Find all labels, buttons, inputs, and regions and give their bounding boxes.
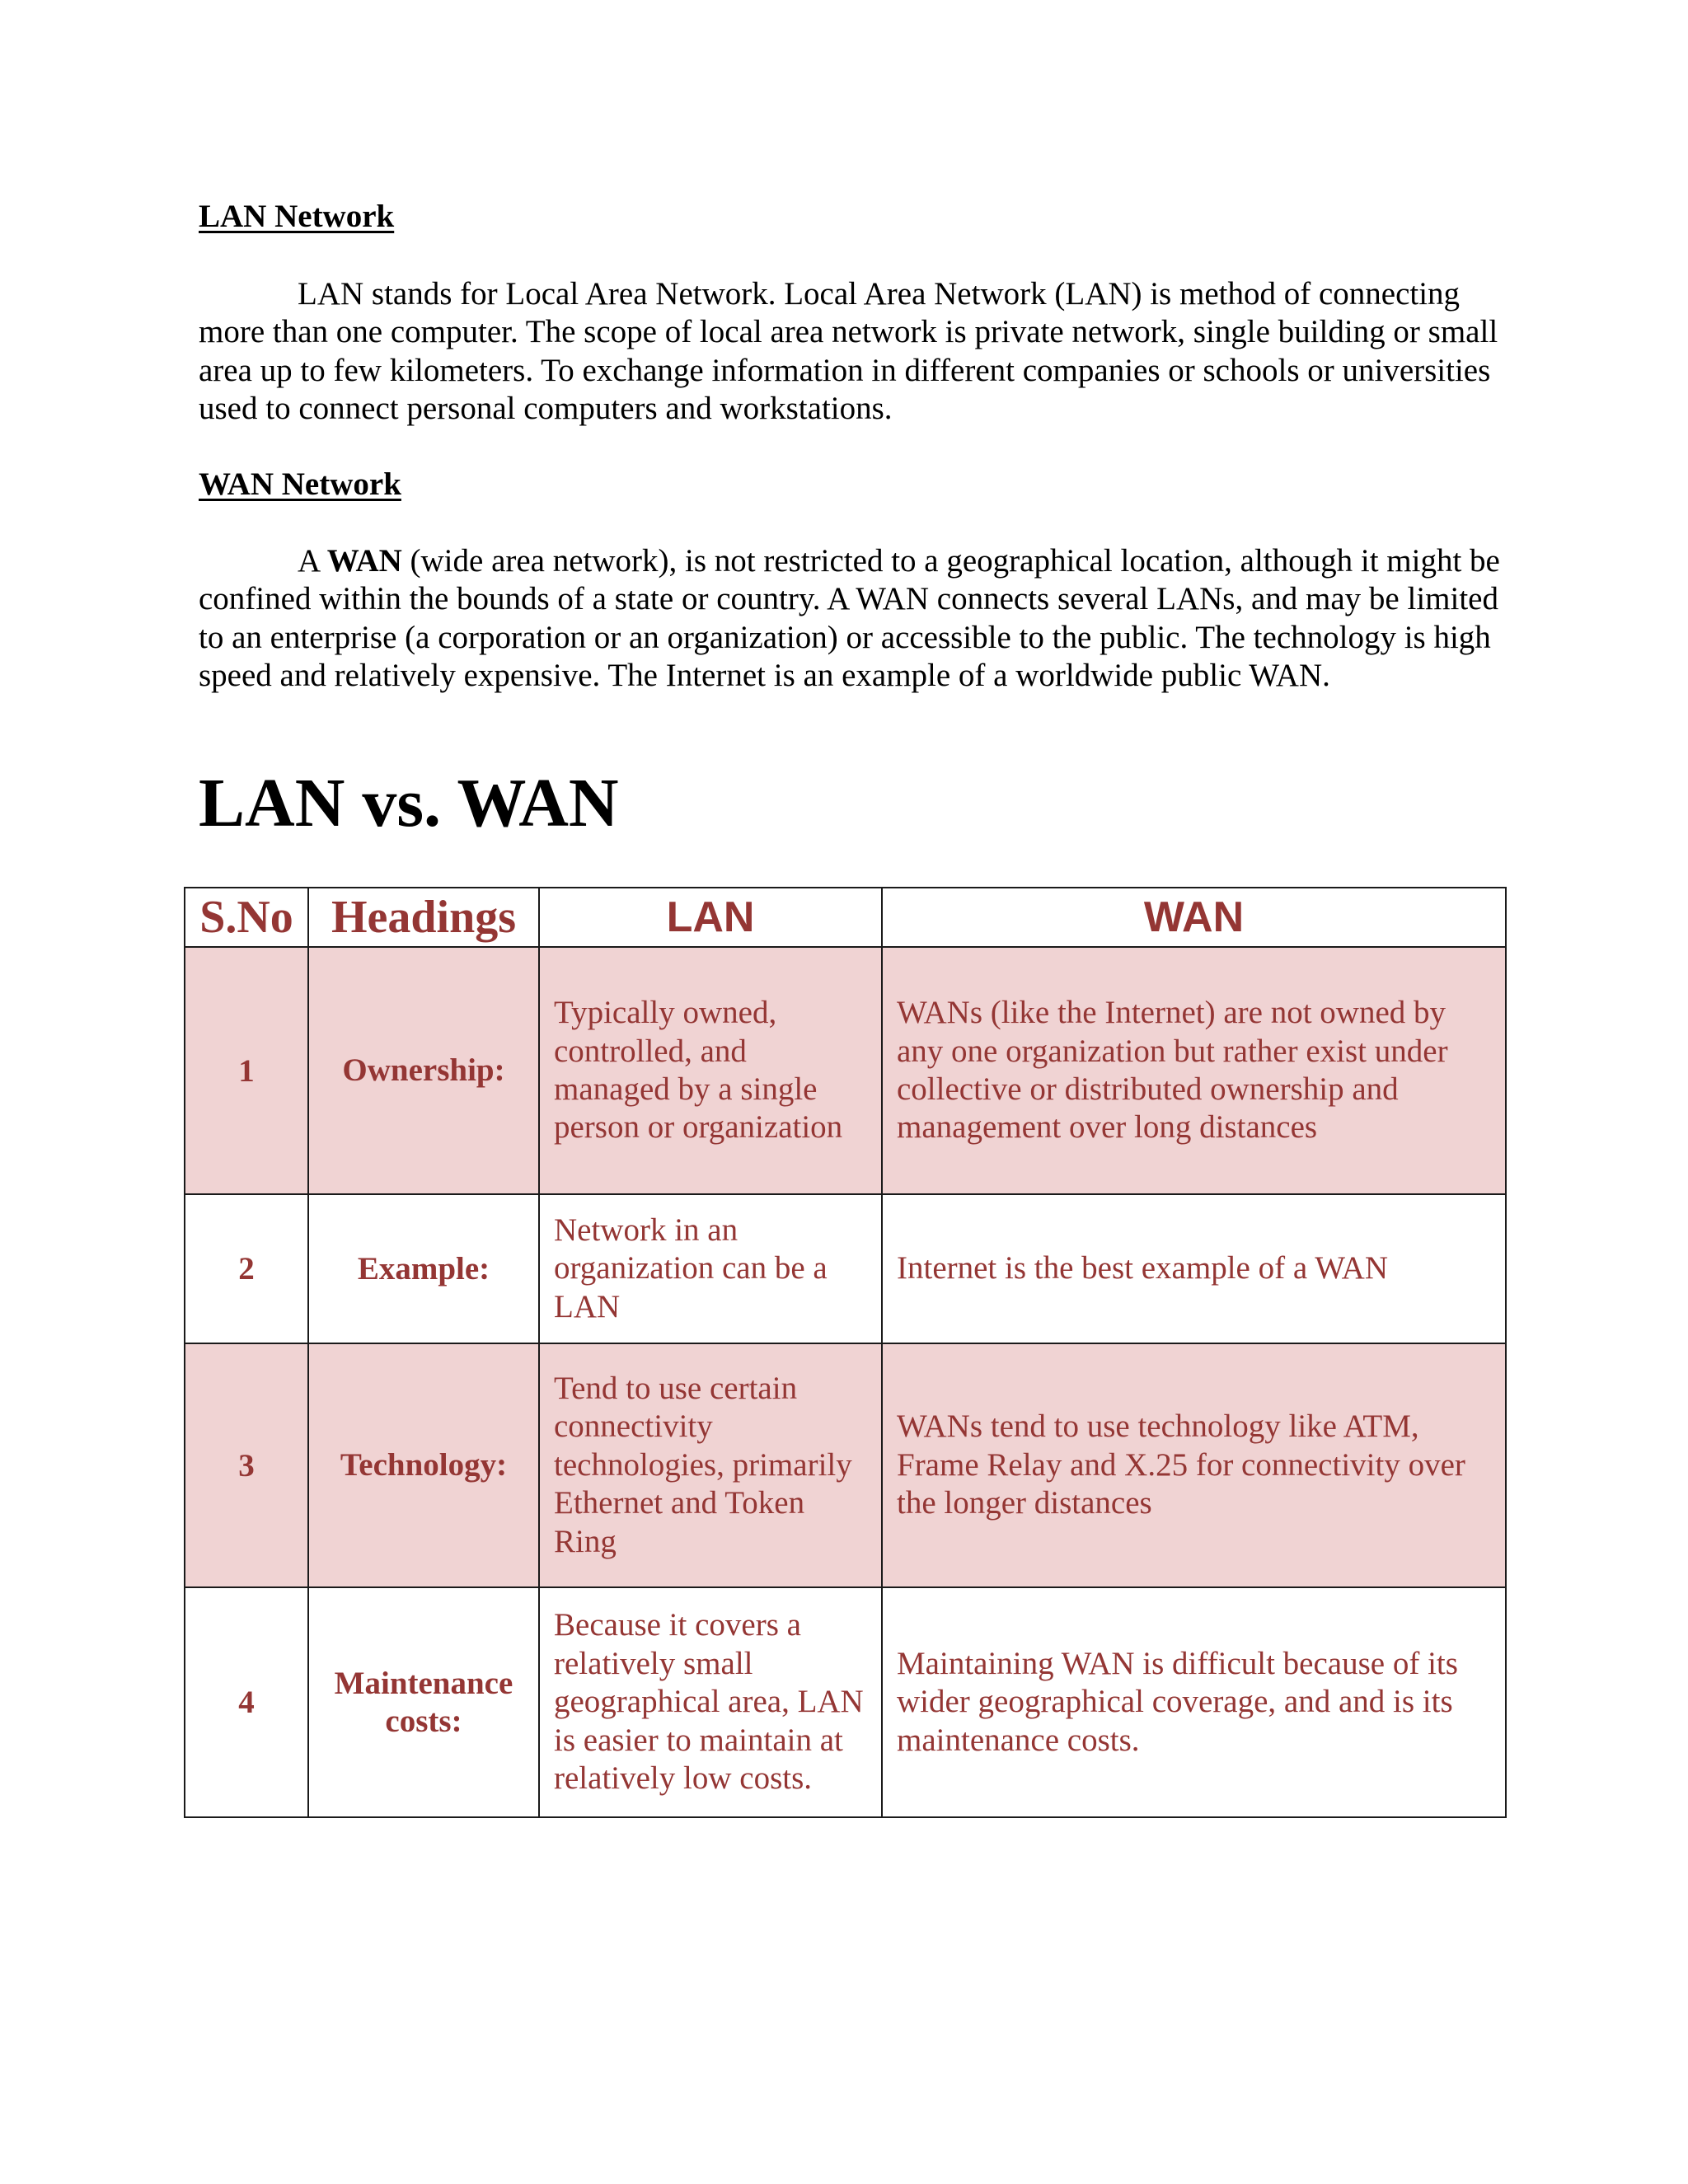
row-number: 3 xyxy=(185,1343,308,1587)
comparison-table xyxy=(184,887,1507,1818)
table-row xyxy=(185,1587,1506,1817)
wan-cell: WANs (like the Internet) are not owned by any one organization but rather exist under collective or distributed ownership and management over long distances xyxy=(882,947,1506,1194)
row-heading: Technology: xyxy=(308,1343,539,1587)
row-number: 4 xyxy=(185,1587,308,1817)
wan-network-heading: WAN Network xyxy=(199,466,401,502)
header-wan: WAN xyxy=(882,888,1506,947)
wan-para-bold: WAN xyxy=(326,543,402,579)
table-row xyxy=(185,1194,1506,1343)
lan-cell: Tend to use certain connectivity technologies, primarily Ethernet and Token Ring xyxy=(539,1343,882,1587)
wan-cell: Maintaining WAN is difficult because of its wider geographical coverage, and and is its maintenance costs. xyxy=(882,1587,1506,1817)
row-number: 1 xyxy=(185,947,308,1194)
lan-network-paragraph: LAN stands for Local Area Network. Local Area Network (LAN) is method of connecting more than one computer. The scope of local area network is private network, single building or small area up to few kilometers. To exchange information in different companies or schools or universities used to connect personal computers and workstations. xyxy=(199,276,1498,427)
lan-vs-wan-title: LAN vs. WAN xyxy=(199,765,619,841)
table-header-row xyxy=(185,888,1506,947)
row-heading: Maintenance costs: xyxy=(308,1587,539,1817)
wan-para-prefix: A xyxy=(298,543,327,579)
row-heading: Example: xyxy=(308,1194,539,1343)
wan-para-rest: (wide area network), is not restricted to a geographical location, although it might be confined within the bounds of a state or country. A WAN connects several LANs, and may be limited to an enterprise (a corporation or an organization) or accessible to the public. The technology is high speed and relatively expensive. The Internet is an example of a worldwide public WAN. xyxy=(199,543,1500,694)
wan-network-paragraph xyxy=(199,542,1501,696)
lan-cell: Typically owned, controlled, and managed by a single person or organization xyxy=(539,947,882,1194)
header-sno: S.No xyxy=(185,888,308,947)
wan-cell: WANs tend to use technology like ATM, Frame Relay and X.25 for connectivity over the longer distances xyxy=(882,1343,1506,1587)
table-row xyxy=(185,947,1506,1194)
row-number: 2 xyxy=(185,1194,308,1343)
header-lan: LAN xyxy=(539,888,882,947)
lan-cell: Because it covers a relatively small geographical area, LAN is easier to maintain at relatively low costs. xyxy=(539,1587,882,1817)
lan-cell: Network in an organization can be a LAN xyxy=(539,1194,882,1343)
header-headings: Headings xyxy=(308,888,539,947)
lan-network-heading: LAN Network xyxy=(199,199,395,234)
table-row xyxy=(185,1343,1506,1587)
wan-cell: Internet is the best example of a WAN xyxy=(882,1194,1506,1343)
row-heading: Ownership: xyxy=(308,947,539,1194)
